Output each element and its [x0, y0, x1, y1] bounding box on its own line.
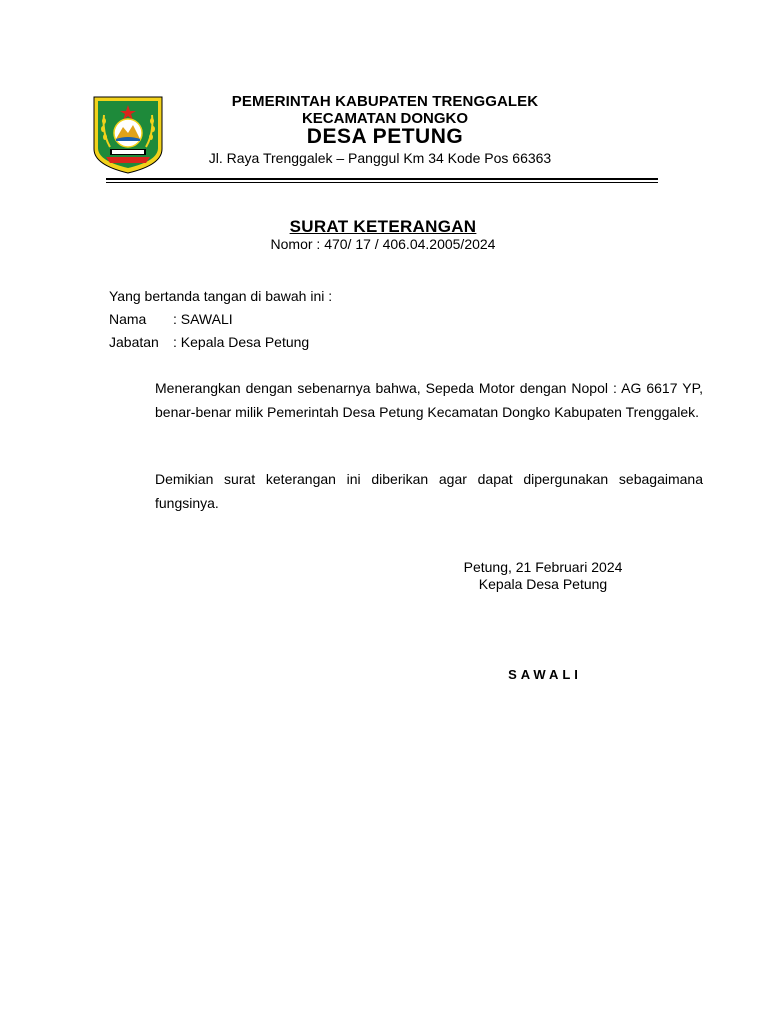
letterhead-divider-thin [106, 182, 658, 183]
intro-text: Yang bertanda tangan di bawah ini : [109, 288, 333, 304]
document-title: SURAT KETERANGAN [289, 217, 477, 236]
letterhead-government: PEMERINTAH KABUPATEN TRENGGALEK [231, 93, 539, 110]
field-row-position [109, 334, 309, 350]
signature-place-date: Petung, 21 Februari 2024 [463, 559, 623, 575]
letterhead-address: Jl. Raya Trenggalek – Panggul Km 34 Kode Pos 66363 [208, 150, 552, 166]
regency-emblem-logo [90, 93, 166, 175]
field-value-name: : SAWALI [173, 311, 233, 327]
field-value-position: : Kepala Desa Petung [173, 334, 310, 350]
signature-name: SAWALI [508, 667, 582, 682]
letterhead-divider-thick [106, 178, 658, 180]
letterhead-village: DESA PETUNG [306, 125, 464, 148]
field-label-position: Jabatan [109, 334, 159, 350]
letterhead-district: KECAMATAN DONGKO [301, 110, 469, 127]
statement-paragraph: Menerangkan dengan sebenarnya bahwa, Sepeda Motor dengan Nopol : AG 6617 YP, benar-benar milik Pemerintah Desa Petung Kecamatan Dongko Kabupaten Trenggalek. [155, 380, 703, 420]
closing-paragraph: Demikian surat keterangan ini diberikan agar dapat dipergunakan sebagaimana fungsinya. [155, 471, 703, 511]
field-row-name [109, 311, 233, 327]
field-label-name: Nama [109, 311, 147, 327]
signature-position: Kepala Desa Petung [478, 576, 608, 592]
document-number: Nomor : 470/ 17 / 406.04.2005/2024 [270, 236, 496, 252]
